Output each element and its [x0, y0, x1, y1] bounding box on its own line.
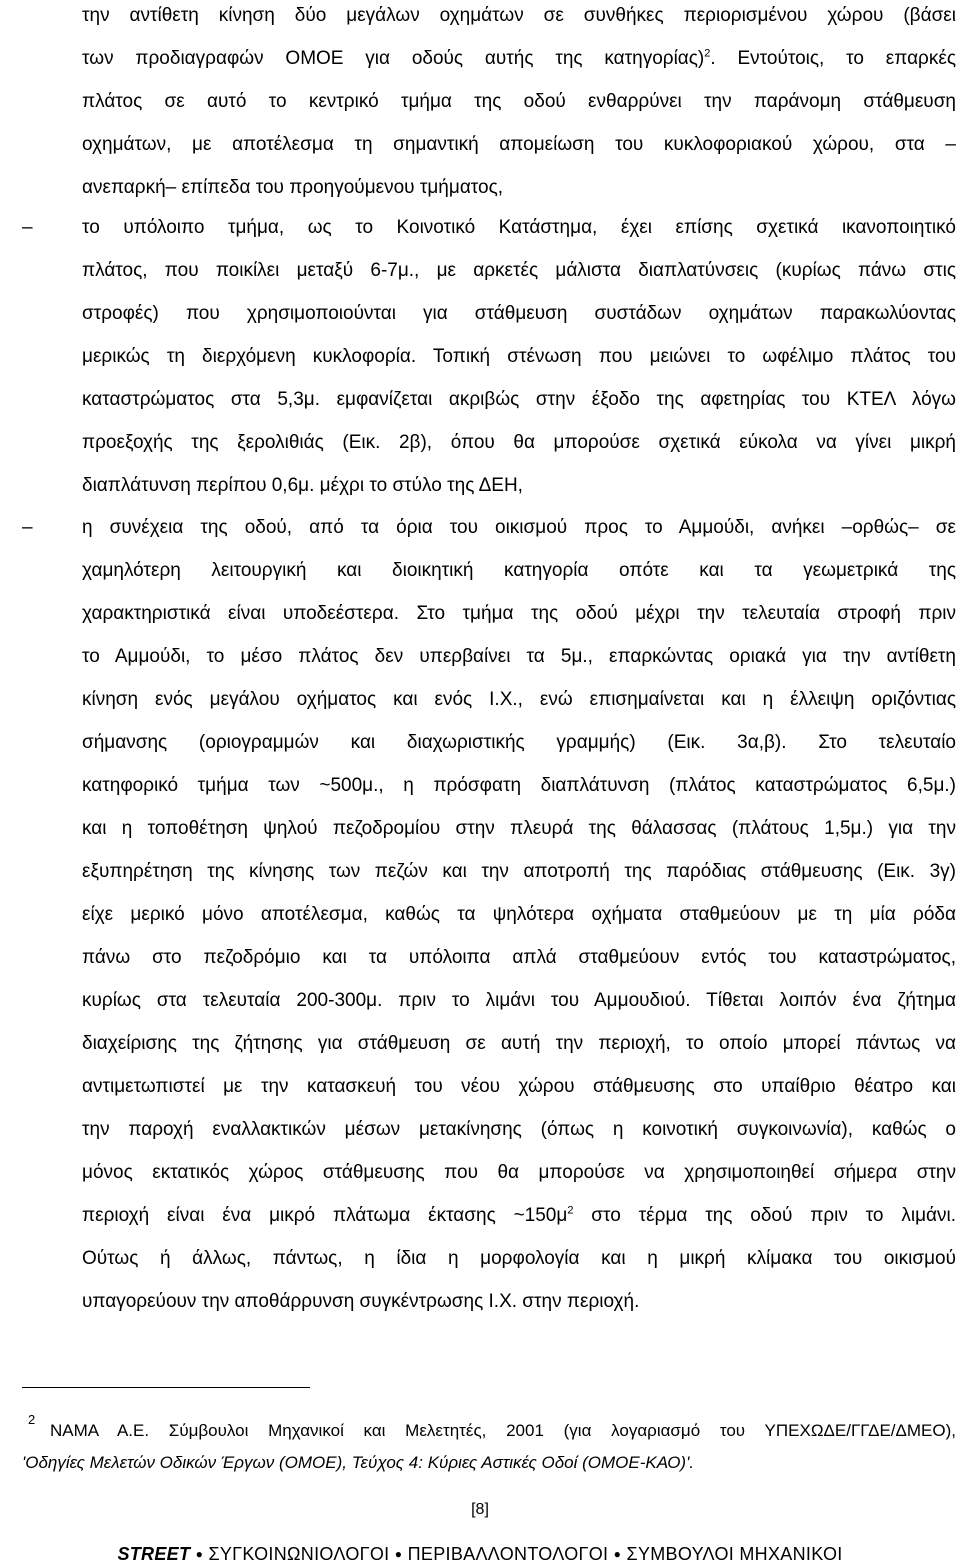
text-fragment: περιοχή είναι ένα μικρό πλάτωμα έκτασης ~150μ — [82, 1205, 568, 1226]
text-line — [82, 43, 956, 75]
text-line: Ούτως ή άλλως, πάντως, η ίδια η μορφολογία και η μικρή κλίμακα του οικισμού — [82, 1248, 956, 1269]
text-line: χαρακτηριστικά είναι υποδεέστερα. Στο τμήμα της οδού μέχρι την τελευταία στροφή πριν — [82, 603, 956, 624]
text-line: είχε μερικό μόνο αποτέλεσμα, καθώς τα ψηλότερα οχήματα σταθμεύουν με τη μία ρόδα — [82, 904, 956, 925]
footnote-line-2: 'Οδηγίες Μελετών Οδικών Έργων (ΟΜΟΕ), Τεύχος 4: Κύριες Αστικές Οδοί (ΟΜΟΕ-ΚΑΟ)'. — [22, 1453, 695, 1472]
text-line: αντιμετωπιστεί με την κατασκευή του νέου χώρου στάθμευσης στο υπαίθριο θέατρο και — [82, 1076, 956, 1097]
text-line: χαμηλότερη λειτουργική και διοικητική κατηγορία οπότε και τα γεωμετρικά της — [82, 560, 956, 581]
footnote-mark: 2 — [28, 1412, 36, 1427]
footer-brand: STREET — [117, 1544, 191, 1564]
text-line: το Αμμούδι, το μέσο πλάτος δεν υπερβαίνει τα 5μ., επαρκώντας οριακά για την αντίθετη — [82, 646, 956, 667]
text-line: και η τοποθέτηση ψηλού πεζοδρομίου στην πλευρά της θάλασσας (πλάτους 1,5μ.) για την — [82, 818, 956, 839]
footer-item: ΣΥΜΒΟΥΛΟΙ ΜΗΧΑΝΙΚΟΙ — [626, 1544, 843, 1564]
text-line: η συνέχεια της οδού, από τα όρια του οικισμού προς το Αμμούδι, ανήκει –ορθώς– σε — [82, 517, 956, 538]
text-fragment: στο τέρμα της οδού πριν το λιμάνι. — [573, 1205, 956, 1226]
text-line: εξυπηρέτηση της κίνησης των πεζών και την αποτροπή της παρόδιας στάθμευσης (Εικ. 3γ) — [82, 861, 956, 882]
bullet-icon: ● — [195, 1547, 204, 1561]
text-line: στροφές) που χρησιμοποιούνται για στάθμευση συστάδων οχημάτων παρακωλύοντας — [82, 303, 956, 324]
footnote-text: ΝΑΜΑ Α.Ε. Σύμβουλοι Μηχανικοί και Μελετητές, 2001 (για λογαριασμό του ΥΠΕΧΩΔΕ/ΓΓΔΕ/ΔΜΕΟ), — [50, 1421, 956, 1440]
text-line: μερικώς τη διερχόμενη κυκλοφορία. Τοπική στένωση που μειώνει το ωφέλιμο πλάτος του — [82, 346, 956, 367]
bullet-icon: ● — [613, 1547, 622, 1561]
text-line: πλάτος σε αυτό το κεντρικό τμήμα της οδού ενθαρρύνει την παράνομη στάθμευση — [82, 91, 956, 112]
text-line: σήμανσης (οριογραμμών και διαχωριστικής γραμμής) (Εικ. 3α,β). Στο τελευταίο — [82, 732, 956, 753]
footer-item: ΣΥΓΚΟΙΝΩΝΙΟΛΟΓΟΙ — [208, 1544, 390, 1564]
footnote-separator — [22, 1387, 310, 1388]
footnote-line-1 — [28, 1417, 956, 1445]
text-line: καταστρώματος στα 5,3μ. εμφανίζεται ακριβώς στην έξοδο της αφετηρίας του ΚΤΕΛ λόγω — [82, 389, 956, 410]
text-line — [82, 1200, 956, 1232]
superscript: 2 — [567, 1204, 574, 1217]
text-line: κυρίως στα τελευταία 200-300μ. πριν το λιμάνι του Αμμουδιού. Τίθεται λοιπόν ένα ζήτημα — [82, 990, 956, 1011]
text-line: υπαγορεύουν την αποθάρρυνση συγκέντρωσης Ι.Χ. στην περιοχή. — [82, 1291, 640, 1312]
bullet-dash: – — [22, 517, 33, 538]
text-line: διαχείρισης της ζήτησης για στάθμευση σε αυτή την περιοχή, το οποίο μπορεί πάντως να — [82, 1033, 956, 1054]
bullet-dash: – — [22, 217, 33, 238]
text-line: προεξοχής της ξερολιθιάς (Εικ. 2β), όπου θα μπορούσε σχετικά εύκολα να γίνει μικρή — [82, 432, 956, 453]
text-line: την παροχή εναλλακτικών μέσων μετακίνησης (όπως η κοινοτική συγκοινωνία), καθώς ο — [82, 1119, 956, 1140]
text-line: ανεπαρκή– επίπεδα του προηγούμενου τμήματος, — [82, 177, 504, 198]
text-line: πλάτος, που ποικίλει μεταξύ 6-7μ., με αρκετές μάλιστα διαπλατύνσεις (κυρίως πάνω στις — [82, 260, 956, 281]
text-line: πάνω στο πεζοδρόμιο και τα υπόλοιπα απλά σταθμεύουν εντός του καταστρώματος, — [82, 947, 956, 968]
text-line: το υπόλοιπο τμήμα, ως το Κοινοτικό Κατάστημα, έχει επίσης σχετικά ικανοποιητικό — [82, 217, 956, 238]
text-fragment: . Εντούτοις, το επαρκές — [710, 48, 956, 69]
text-line: κίνηση ενός μεγάλου οχήματος και ενός Ι.Χ., ενώ επισημαίνεται και η έλλειψη οριζόντιας — [82, 689, 956, 710]
footnote-ref[interactable]: 2 — [704, 47, 711, 60]
page-number: [8] — [471, 1501, 489, 1518]
text-line: διαπλάτυνση περίπου 0,6μ. μέχρι το στύλο της ΔΕΗ, — [82, 475, 523, 496]
text-fragment: των προδιαγραφών ΟΜΟΕ για οδούς αυτής της κατηγορίας) — [82, 48, 705, 69]
text-line: κατηφορικό τμήμα των ~500μ., η πρόσφατη διαπλάτυνση (πλάτος καταστρώματος 6,5μ.) — [82, 775, 956, 796]
text-line: μόνος εκτατικός χώρος στάθμευσης που θα μπορούσε να χρησιμοποιηθεί σήμερα στην — [82, 1162, 956, 1183]
text-line: οχημάτων, με αποτέλεσμα τη σημαντική απομείωση του κυκλοφοριακού χώρου, στα – — [82, 134, 956, 155]
footer-banner — [0, 1542, 960, 1566]
bullet-icon: ● — [394, 1547, 403, 1561]
footer-item: ΠΕΡΙΒΑΛΛΟΝΤΟΛΟΓΟΙ — [407, 1544, 609, 1564]
text-line: την αντίθετη κίνηση δύο μεγάλων οχημάτων σε συνθήκες περιορισμένου χώρου (βάσει — [82, 5, 956, 26]
